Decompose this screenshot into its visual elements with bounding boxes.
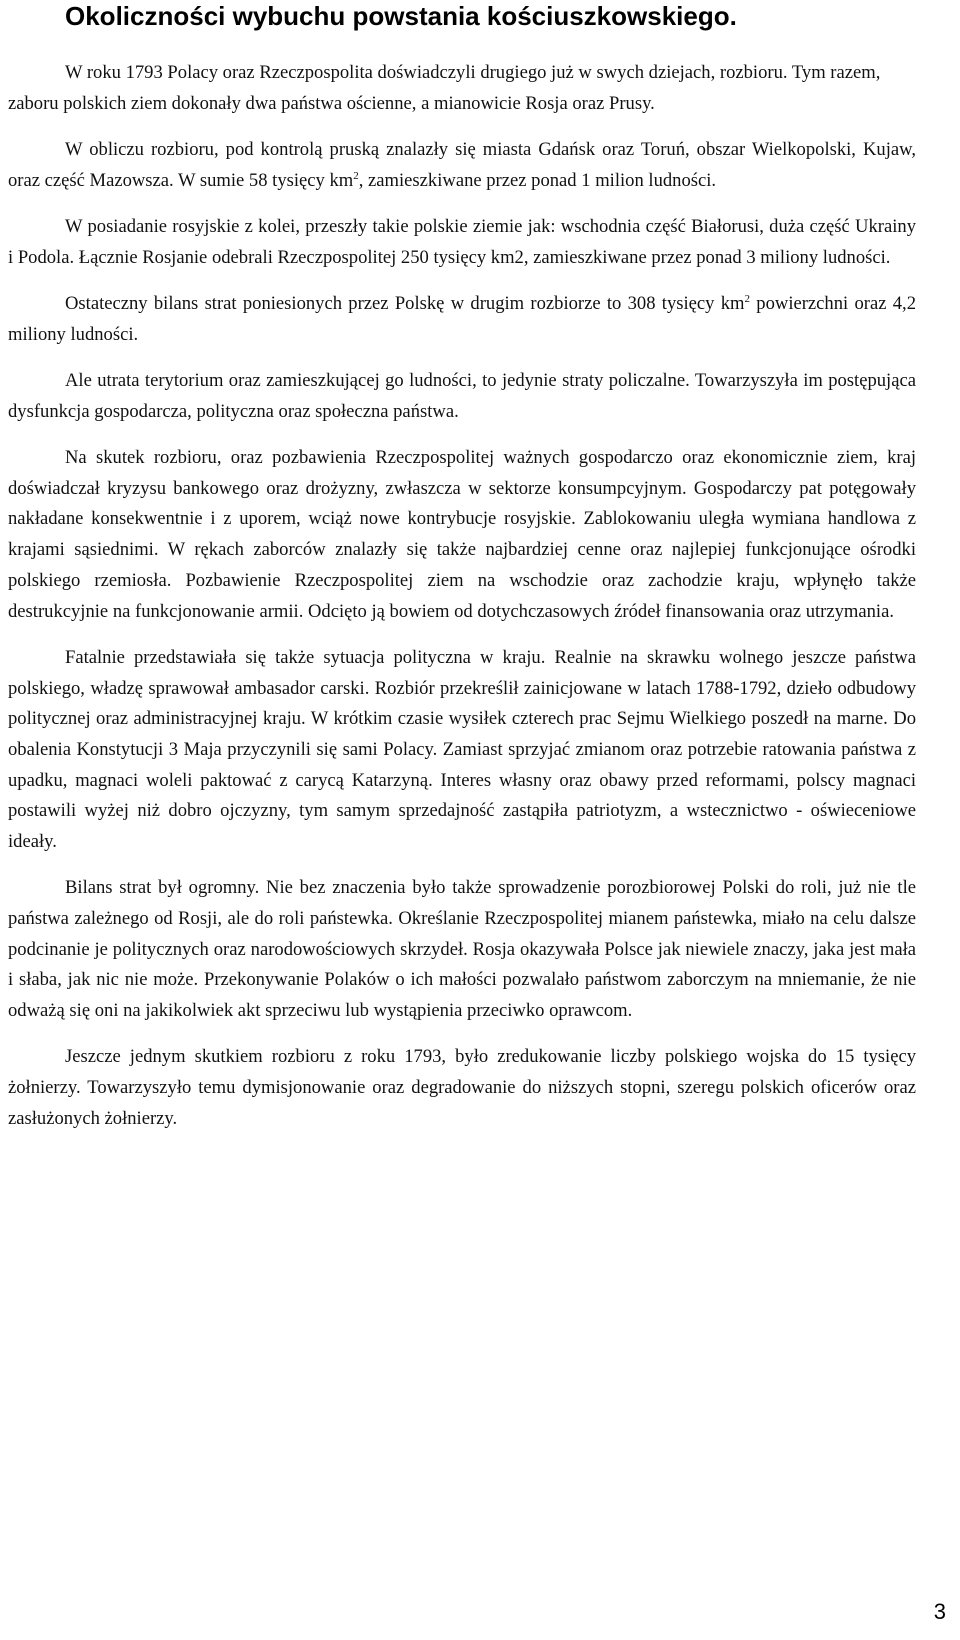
document-title: Okoliczności wybuchu powstania kościuszkowskiego. <box>65 1 737 31</box>
paragraph-6: Na skutek rozbioru, oraz pozbawienia Rzeczpospolitej ważnych gospodarczo oraz ekonomicznie ziem, kraj doświadczał kryzysu bankowego oraz drożyzny, zwłaszcza w sektorze konsumpcyjnym. Gospodarczy pat potęgowały nakładane konsekwentnie i z uporem, wciąż nowe kontrybucje rosyjskie. Zablokowaniu uległa wymiana handlowa z krajami sąsiednimi. W rękach zaborców znalazły się także najbardziej cenne oraz najlepiej funkcjonujące ośrodki polskiego rzemiosła. Pozbawienie Rzeczpospolitej ziem na wschodzie oraz zachodzie kraju, wpłynęło także destrukcyjnie na funkcjonowanie armii. Odcięto ją bowiem od dotychczasowych źródeł finansowania oraz utrzymania. <box>8 447 916 622</box>
page-number: 3 <box>933 1599 946 1624</box>
paragraph-8: Bilans strat był ogromny. Nie bez znaczenia było także sprowadzenie porozbiorowej Polski do roli, już nie tle państwa zależnego od Rosji, ale do roli państewka. Określanie Rzeczpospolitej mianem państewka, miało na celu dalsze podcinanie je politycznych oraz narodowościowych skrzydeł. Rosja okazywała Polsce jak niewiele znaczy, jaka jest mała i słaba, jak nic nie może. Przekonywanie Polaków o ich małości pozwalało państwom zaborczym na mniemanie, że nie odważą się oni na jakikolwiek akt sprzeciwu lub wystąpienia przeciwko oprawcom. <box>8 877 916 1022</box>
document-body <box>8 58 916 1150</box>
paragraph-4-text-a: Ostateczny bilans strat poniesionych przez Polskę w drugim rozbiorze to 308 tysięcy km <box>65 293 745 314</box>
superscript-squared: 2 <box>744 292 751 305</box>
paragraph-9: Jeszcze jednym skutkiem rozbioru z roku 1793, było zredukowanie liczby polskiego wojska do 15 tysięcy żołnierzy. Towarzyszyło temu dymisjonowanie oraz degradowanie do niższych stopni, szeregu polskich oficerów oraz zasłużonych żołnierzy. <box>8 1046 916 1129</box>
paragraph-4-text-b: powierzchni oraz 4,2 miliony ludności. <box>8 293 916 345</box>
paragraph-5: Ale utrata terytorium oraz zamieszkującej go ludności, to jedynie straty policzalne. Towarzyszyła im postępująca dysfunkcja gospodarcza, polityczna oraz społeczna państwa. <box>8 370 916 422</box>
superscript-squared: 2 <box>353 169 359 182</box>
paragraph-2-text-a: W obliczu rozbioru, pod kontrolą pruską znalazły się miasta Gdańsk oraz Toruń, obszar Wielkopolski, Kujaw, oraz część Mazowsza. W sumie 58 tysięcy km <box>8 139 916 191</box>
paragraph-2-text-b: , zamieszkiwane przez ponad 1 milion ludności. <box>358 169 717 191</box>
paragraph-1: W roku 1793 Polacy oraz Rzeczpospolita doświadczyli drugiego już w swych dziejach, rozbioru. Tym razem, zaboru polskich ziem dokonały dwa państwa ościenne, a mianowicie Rosja oraz Prusy. <box>8 62 881 114</box>
paragraph-4 <box>8 289 916 350</box>
paragraph-3: W posiadanie rosyjskie z kolei, przeszły takie polskie ziemie jak: wschodnia część Białorusi, duża część Ukrainy i Podola. Łącznie Rosjanie odebrali Rzeczpospolitej 250 tysięcy km2, zamieszkiwane przez ponad 3 miliony ludności. <box>8 216 916 268</box>
paragraph-2 <box>8 135 916 196</box>
paragraph-7: Fatalnie przedstawiała się także sytuacja polityczna w kraju. Realnie na skrawku wolnego jeszcze państwa polskiego, władzę sprawował ambasador carski. Rozbiór przekreślił zainicjowane w latach 1788-1792, dzieło odbudowy politycznej oraz administracyjnej kraju. W krótkim czasie wysiłek czterech prac Sejmu Wielkiego poszedł na marne. Do obalenia Konstytucji 3 Maja przyczynili się sami Polacy. Zamiast sprzyjać zmianom oraz potrzebie ratowania państwa z upadku, magnaci woleli paktować z carycą Katarzyną. Interes własny oraz obawy przed reformami, polscy magnaci postawili wyżej niż dobro ojczyzny, tym samym sprzedajność zastąpiła patriotyzm, a wstecznictwo - oświeceniowe ideały. <box>8 646 916 853</box>
